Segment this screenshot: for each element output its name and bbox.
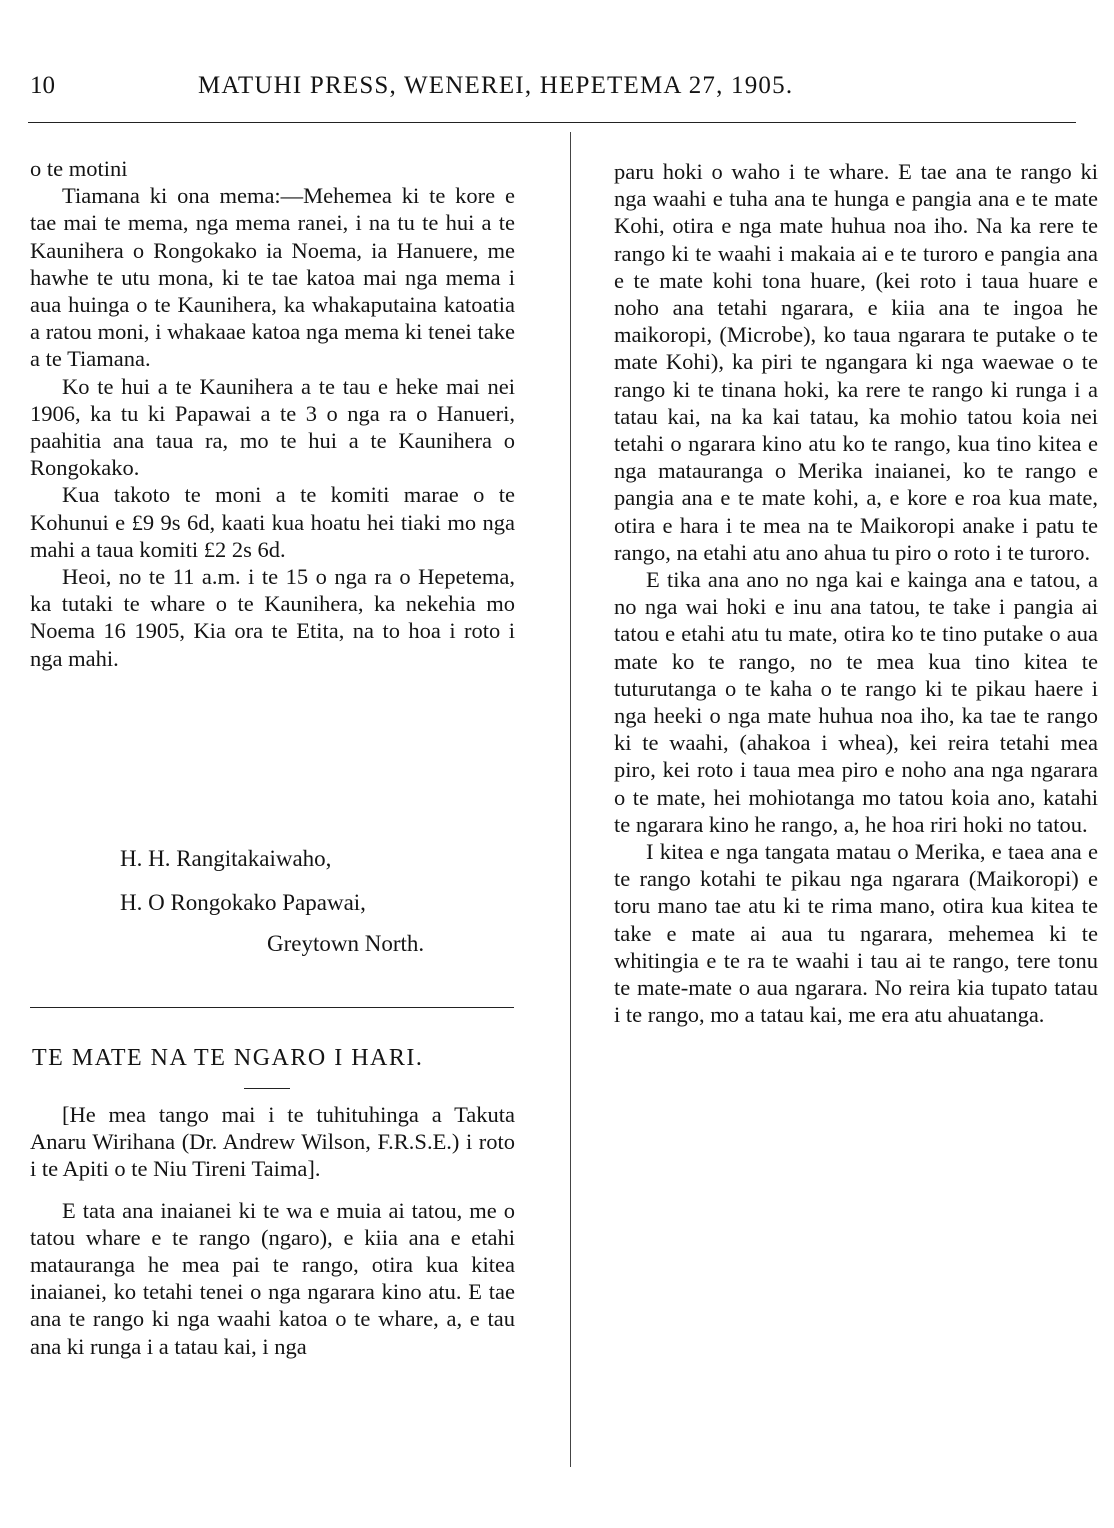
paragraph: E tata ana inaianei ki te wa e muia ai tatou, me o tatou whare e te rango (ngaro), e kiia ana e etahi matauranga he mea pai te rango, otira kua kitea inaianei, ko tetahi tenei o nga ngarara kino atu. E tae ana te rango ki nga waahi katoa o te whare, a, e tau ana ki runga i a tatau kai, i nga bbox=[30, 1197, 515, 1359]
left-column-text bbox=[30, 155, 515, 672]
article-headline: TE MATE NA TE NGARO I HARI. bbox=[32, 1045, 424, 1071]
signature-name: H. H. Rangitakaiwaho, bbox=[120, 846, 332, 871]
paragraph-fragment: o te motini bbox=[30, 156, 128, 181]
paragraph: E tika ana ano no nga kai e kainga ana e tatou, a no nga wai hoki e inu ana tatou, te take i pangia ai tatou e etahi atu tu mate, otira ko te tino putake o aua mate ko te rango, no te mea kua tino kitea te tuturutanga o te kaha o te rango ki te pikau haere i nga heeki o nga mate huhua noa iho, ka tae te rango ki te waahi, (ahakoa i whea), kei reira tetahi mea piro, kei roto i taua mea piro e noho ana nga ngarara o te mate, hei mohiotanga mo tatou koia ano, katahi te ngarara kino he rango, a, he hoa riri hoki no tatou. bbox=[614, 567, 1098, 837]
paragraph: Ko te hui a te Kaunihera a te tau e heke mai nei 1906, ka tu ki Papawai a te 3 o nga ra o Hanueri, paahitia ana taua ra, mo te hui a te Kaunihera o Rongokako. bbox=[30, 373, 515, 481]
paragraph: Tiamana ki ona mema:—Mehemea ki te kore e tae mai te mema, nga mema ranei, i na tu te hui a te Kaunihera o Rongokako ia Noema, ia Hanuere, me hawhe te utu mona, ki te tae katoa mai nga mema i aua huinga o te Kaunihera, ka whakaputaina katoatia a ratou moni, i whakaae katoa nga mema ki tenei take a te Tiamana. bbox=[30, 183, 515, 372]
column-divider bbox=[570, 132, 571, 1467]
signature-title: H. O Rongokako Papawai, bbox=[120, 890, 366, 915]
article-text bbox=[30, 1101, 515, 1360]
section-rule bbox=[30, 1007, 514, 1008]
masthead: MATUHI PRESS, WENEREI, HEPETEMA 27, 1905. bbox=[198, 72, 794, 99]
paragraph-continued: paru hoki o waho i te whare. E tae ana te rango ki nga waahi e tuha ana te hunga e pangia ana e te mate Kohi, otira e nga mate huhua noa iho. Na ka rere te rango ki te waahi i makaia ai e te turoro e pangia ana e te mate kohi tona huare, (kei roto i taua huare e noho ana tetahi ngarara, e kiia ana te ingoa he maikoropi, (Microbe), ko taua ngarara te putake o te mate Kohi), ka piri te ngangara ki nga waewae o te rango ki te tinana hoki, ka rere te rango ki runga i a tatau kai, na ka kai tatau, ka mohio tatou koia nei tetahi o ngarara kino atu ko te rango, kua tino kitea e nga matauranga o Merika inaianei, ko te rango e pangia ana e te mate kohi, a, e kore e roa kua mate, otira e hara i te mea na te Maikoropi anake i patu te rango, na etahi atu ano ahua tu piro o roto i te turoro. bbox=[614, 159, 1098, 565]
page-number: 10 bbox=[30, 72, 55, 99]
signature-place: Greytown North. bbox=[267, 931, 425, 956]
headline-rule bbox=[244, 1088, 290, 1089]
paragraph: Heoi, no te 11 a.m. i te 15 o nga ra o Hepetema, ka tutaki te whare o te Kaunihera, ka nekehia mo Noema 16 1905, Kia ora te Etita, na to hoa i roto i nga mahi. bbox=[30, 564, 515, 671]
paragraph: I kitea e nga tangata matau o Merika, e taea ana e te rango kotahi te pikau nga ngarara (Maikoropi) e toru mano tae atu ki te rima mano, otira kua kitea te take e mate ai aua tu ngarara, mehemea ki te whitingia e te ra te waahi i tau ai te rango, tere tonu te mate-mate o aua ngarara. No reira kia tupato tatau i te rango, mo a tatau kai, me era atu ahuatanga. bbox=[614, 839, 1098, 1028]
right-column-text bbox=[614, 158, 1098, 1029]
article-source-note: [He mea tango mai i te tuhituhinga a Takuta Anaru Wirihana (Dr. Andrew Wilson, F.R.S.E.) i roto i te Apiti o te Niu Tireni Taima]. bbox=[30, 1102, 515, 1182]
paragraph: Kua takoto te moni a te komiti marae o te Kohunui e £9 9s 6d, kaati kua hoatu hei tiaki mo nga mahi a taua komiti £2 2s 6d. bbox=[30, 482, 515, 562]
header-rule bbox=[28, 122, 1076, 123]
